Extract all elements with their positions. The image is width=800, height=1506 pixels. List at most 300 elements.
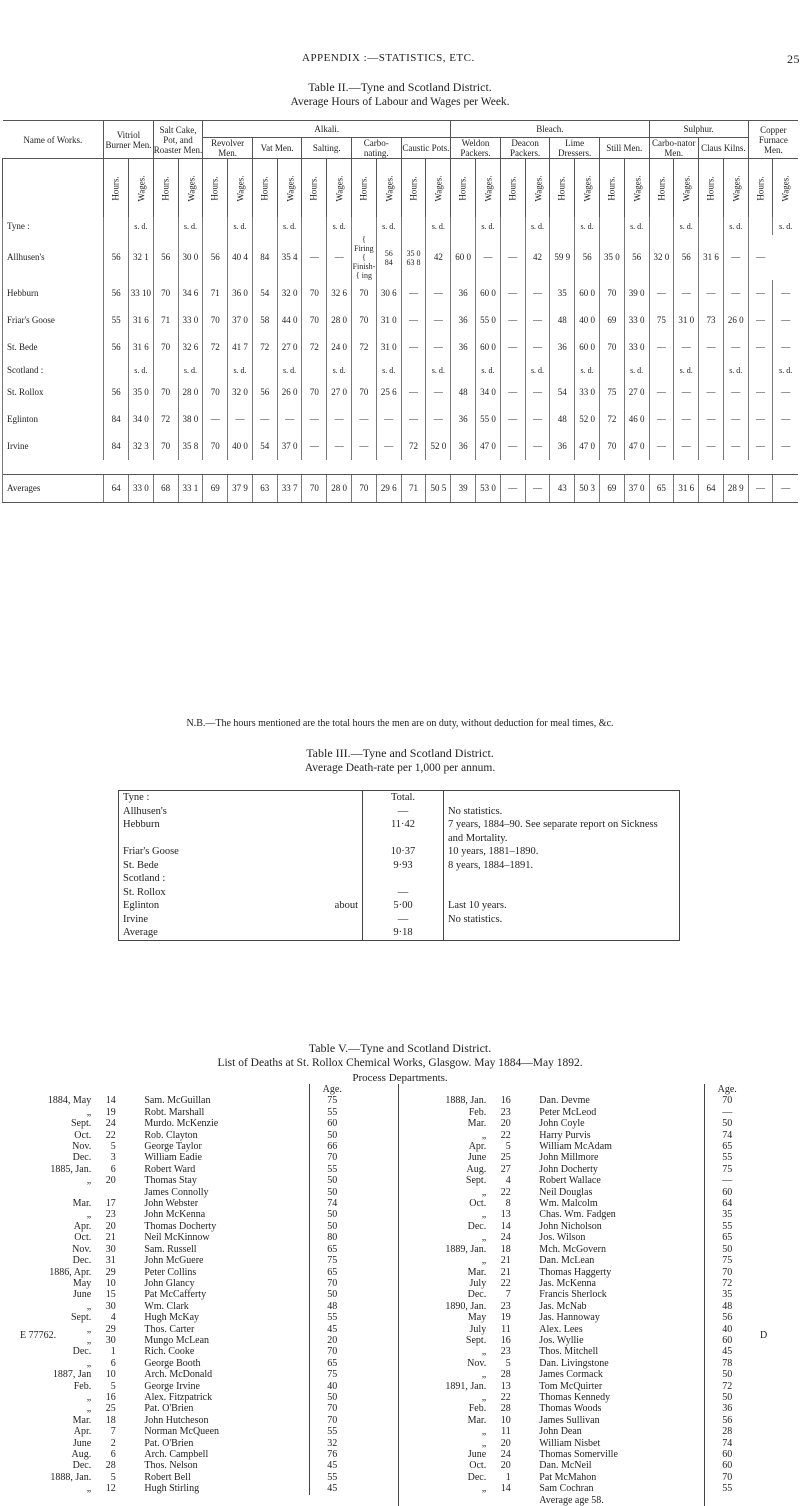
table-row (4, 1358, 794, 1369)
cell: s. d. (674, 361, 699, 379)
cell: 42 (426, 235, 451, 280)
table-row (4, 1141, 794, 1152)
dash (513, 1175, 538, 1186)
spacer (3, 460, 799, 475)
dash (118, 1244, 143, 1255)
name-leader (123, 913, 358, 927)
cell: 33 1 (178, 475, 203, 503)
rotated-label: Hours. (507, 175, 518, 201)
cell: — (228, 406, 253, 433)
person-name: Dan. McLean (539, 1255, 595, 1267)
cell: s. d. (277, 217, 302, 235)
table3-title: Table III.—Tyne and Scotland District. (306, 746, 494, 760)
dash (513, 1209, 538, 1220)
blank (749, 1381, 794, 1392)
age-cell: 55 (705, 1152, 750, 1163)
age-cell: 50 (310, 1221, 355, 1232)
date-month: May (72, 1277, 92, 1289)
date-month: „ (399, 1346, 488, 1357)
cell: — (748, 406, 773, 433)
age-cell: 56 (705, 1415, 750, 1426)
dash (118, 1107, 143, 1118)
age-cell: 80 (310, 1232, 355, 1243)
date-month: July (399, 1278, 488, 1289)
table3 (118, 790, 680, 941)
date-month: „ (86, 1403, 92, 1415)
total-cell: 5·00 (363, 899, 444, 913)
date-month: Mar. (72, 1414, 92, 1426)
page-number: 25 (787, 52, 800, 66)
date-day: 6 (110, 1449, 116, 1460)
blank (354, 1483, 399, 1494)
age-cell: 65 (310, 1358, 355, 1369)
col-copper-furnace: Copper Furnace Men. (748, 121, 798, 159)
dash (513, 1255, 538, 1266)
cell: 41 7 (228, 334, 253, 361)
table-row (4, 1244, 794, 1255)
date-day: 16 (500, 1334, 511, 1346)
cell: — (500, 280, 525, 307)
works-name (119, 818, 363, 845)
age-cell: 70 (705, 1267, 750, 1278)
dash (118, 1324, 143, 1335)
table-row (3, 280, 799, 307)
date-month: Apr. (399, 1141, 488, 1152)
cell: 33 0 (178, 307, 203, 334)
blank (4, 1495, 93, 1506)
cell: 36 0 (228, 280, 253, 307)
dash (513, 1232, 538, 1243)
table-row (4, 1426, 794, 1437)
date-day: 25 (500, 1152, 511, 1164)
blank (488, 1084, 513, 1095)
date-day: 2 (110, 1437, 116, 1449)
dash (118, 1335, 143, 1346)
blank (354, 1107, 399, 1118)
col-sub-header: Carbo-nating. (352, 138, 402, 159)
blank (354, 1267, 399, 1278)
date-month: „ (86, 1323, 92, 1335)
cell: 70 (153, 433, 178, 460)
age-cell: 70 (705, 1095, 750, 1106)
date-month: 1886, Apr. (49, 1266, 92, 1278)
works-name: Scotland : (123, 873, 166, 884)
person-name: Pat. O'Brien (144, 1437, 194, 1449)
cell: — (773, 406, 798, 433)
person-name: Jas. McNab (539, 1300, 587, 1312)
dash (118, 1483, 143, 1494)
cell: 56 (104, 280, 129, 307)
date-day: 21 (500, 1255, 511, 1267)
blank (749, 1335, 794, 1346)
cell: s. d. (426, 217, 451, 235)
table-row (4, 1335, 794, 1346)
date-day: 5 (110, 1471, 116, 1483)
date-day: 1 (505, 1471, 511, 1483)
cell (550, 217, 575, 235)
cell: 34 0 (128, 406, 153, 433)
person-name: Norman McQueen (144, 1426, 220, 1438)
person-name: John McKenna (144, 1209, 206, 1221)
date-day: 20 (500, 1118, 511, 1130)
person-name: Mch. McGovern (539, 1243, 606, 1255)
person-name: John Hutcheson (144, 1414, 209, 1426)
table-row (4, 1267, 794, 1278)
person-name: John Millmore (539, 1152, 599, 1164)
dash (513, 1369, 538, 1380)
date-month: „ (86, 1334, 92, 1346)
blank (749, 1095, 794, 1106)
age-cell: 45 (705, 1346, 750, 1357)
col-sub-header: Lime Dressers. (550, 138, 600, 159)
cell (302, 217, 327, 235)
date-month: Feb. (399, 1107, 488, 1118)
blank (749, 1130, 794, 1141)
works-name-text: Average (123, 927, 158, 938)
age-cell: 70 (310, 1152, 355, 1163)
cell: 84 (104, 433, 129, 460)
blank (93, 1495, 118, 1506)
date-month: 1891, Jan. (399, 1381, 488, 1392)
cell: 50 3 (575, 475, 600, 503)
dash (118, 1164, 143, 1175)
cell: 39 (451, 475, 476, 503)
date-day: 4 (110, 1312, 116, 1324)
date-day: 21 (105, 1232, 116, 1244)
table-row (4, 1209, 794, 1220)
age-cell: 40 (310, 1381, 355, 1392)
cell: 31 6 (128, 307, 153, 334)
cell: s. d. (525, 217, 550, 235)
blank (749, 1209, 794, 1220)
cell: — (327, 235, 352, 280)
table2-subtitle: Average Hours of Labour and Wages per Week. (290, 96, 510, 108)
table-row (3, 475, 799, 503)
date-day (93, 1187, 118, 1198)
cell: — (203, 406, 228, 433)
date-month: June (72, 1437, 92, 1449)
person-name: John Dean (539, 1426, 582, 1438)
date-day: 23 (500, 1106, 511, 1118)
cell: 48 (550, 406, 575, 433)
note-cell: 10 years, 1881–1890. (448, 846, 539, 857)
dash (513, 1267, 538, 1278)
cell: — (748, 433, 773, 460)
cell: 84 (104, 406, 129, 433)
blank (354, 1403, 399, 1414)
date-month: „ (399, 1232, 488, 1243)
cell: — (500, 307, 525, 334)
date-day: 11 (501, 1426, 511, 1438)
cell: 56 (624, 235, 649, 280)
age-cell: 74 (705, 1438, 750, 1449)
date-day: 10 (105, 1277, 116, 1289)
age-cell: 78 (705, 1358, 750, 1369)
table-row (4, 1415, 794, 1426)
cell: 56 (153, 235, 178, 280)
blank (749, 1346, 794, 1357)
cell: 27 0 (277, 334, 302, 361)
col-sub-header: Still Men. (599, 138, 649, 159)
table-row (4, 1392, 794, 1403)
hours-header (550, 159, 575, 218)
blank (749, 1267, 794, 1278)
cell: s. d. (228, 217, 253, 235)
cell: — (500, 235, 525, 280)
cell: 36 (451, 307, 476, 334)
dash (118, 1449, 143, 1460)
dash (513, 1392, 538, 1403)
cell: — (302, 433, 327, 460)
age-cell: 76 (310, 1449, 355, 1460)
cell: 60 0 (476, 280, 501, 307)
dash (513, 1472, 538, 1483)
cell: s. d. (376, 217, 401, 235)
cell: 26 0 (723, 307, 748, 334)
age-cell: 56 (705, 1312, 750, 1323)
cell: 35 4 (277, 235, 302, 280)
dash (513, 1244, 538, 1255)
date-day: 28 (500, 1403, 511, 1415)
name-leader (123, 926, 358, 940)
table-row (4, 1460, 794, 1471)
table-row (4, 1301, 794, 1312)
cell: — (773, 280, 798, 307)
date-day: 12 (105, 1483, 116, 1495)
group-row (3, 217, 799, 235)
table-row (3, 235, 799, 280)
dash (513, 1335, 538, 1346)
cell: — (649, 334, 674, 361)
dash (118, 1175, 143, 1186)
cell: 47 0 (624, 433, 649, 460)
date-day: 14 (500, 1220, 511, 1232)
works-name (119, 886, 363, 900)
cell: — (723, 433, 748, 460)
cell (649, 217, 674, 235)
blank (749, 1175, 794, 1186)
date-day: 23 (500, 1346, 511, 1358)
table-row (3, 406, 799, 433)
dash (513, 1107, 538, 1118)
table-row (4, 1107, 794, 1118)
blank (749, 1392, 794, 1403)
cell: 60 0 (451, 235, 476, 280)
hours-header (252, 159, 277, 218)
blank (354, 1232, 399, 1243)
blank (310, 1495, 355, 1506)
cell: — (401, 307, 426, 334)
cell: s. d. (128, 217, 153, 235)
table3-row (119, 818, 680, 845)
cell: 70 (203, 433, 228, 460)
cell: 70 (599, 334, 624, 361)
cell: — (401, 379, 426, 406)
hours-header (203, 159, 228, 218)
dash (513, 1449, 538, 1460)
table-row (4, 1312, 794, 1323)
cell: 47 0 (476, 433, 501, 460)
cell: 64 (104, 475, 129, 503)
cell: 70 (302, 280, 327, 307)
works-name: Tyne : (123, 792, 150, 803)
rotated-label: Hours. (755, 175, 766, 201)
cell: 71 (153, 307, 178, 334)
date-day: 14 (500, 1483, 511, 1495)
dash (513, 1198, 538, 1209)
person-name: Dan. Devme (539, 1095, 590, 1107)
works-name: Eglinton (3, 406, 104, 433)
age-header: Age. (705, 1084, 750, 1095)
date-month: Aug. (71, 1449, 92, 1460)
cell: — (699, 406, 724, 433)
hours-header (649, 159, 674, 218)
name-leader (123, 859, 358, 873)
dash (513, 1187, 538, 1198)
blank (749, 1198, 794, 1209)
date-month: „ (399, 1369, 488, 1380)
hours-header (302, 159, 327, 218)
date-day: 4 (505, 1175, 511, 1187)
cell: 35 0 (128, 379, 153, 406)
works-name-text: Friar's Goose (123, 846, 179, 857)
age-header: Age. (310, 1084, 355, 1095)
cell (104, 361, 129, 379)
cell: 56 (104, 235, 129, 280)
person-name: Hugh McKay (144, 1312, 200, 1324)
cell (500, 361, 525, 379)
age-cell: 50 (705, 1118, 750, 1129)
cell: — (674, 433, 699, 460)
cell: — (277, 406, 302, 433)
cell: 56 (104, 334, 129, 361)
rotated-label: Hours. (259, 175, 270, 201)
works-name: Friar's Goose (3, 307, 104, 334)
blank (749, 1141, 794, 1152)
cell: 34 6 (178, 280, 203, 307)
date-month: Aug. (399, 1164, 488, 1175)
table3-row (119, 791, 680, 805)
dash (513, 1415, 538, 1426)
blank (749, 1164, 794, 1175)
cell: 33 0 (128, 475, 153, 503)
cell: 30 0 (178, 235, 203, 280)
cell: s. d. (624, 217, 649, 235)
cell (153, 361, 178, 379)
cell: — (476, 235, 501, 280)
table-row (4, 1152, 794, 1163)
age-cell: 65 (310, 1267, 355, 1278)
blank (93, 1084, 118, 1095)
person-name: George Taylor (144, 1141, 202, 1153)
cell: 40 0 (575, 307, 600, 334)
person-name: Sam. McGuillan (144, 1095, 211, 1107)
blank (749, 1107, 794, 1118)
hours-header (748, 159, 773, 218)
blank (749, 1369, 794, 1380)
blank (354, 1255, 399, 1266)
cell: 70 (302, 307, 327, 334)
table3-row (119, 913, 680, 927)
table-row (4, 1346, 794, 1357)
cell: — (674, 334, 699, 361)
date-month: Dec. (399, 1289, 488, 1300)
person-name: Thos. Nelson (144, 1460, 198, 1472)
cell (699, 217, 724, 235)
cell: 43 (550, 475, 575, 503)
cell: — (302, 406, 327, 433)
person-name: Rob. Clayton (144, 1129, 198, 1141)
cell: 32 0 (228, 379, 253, 406)
rotated-label: Hours. (606, 175, 617, 201)
person-name: Tom McQuirter (539, 1380, 603, 1392)
cell: 24 0 (327, 334, 352, 361)
cell: 54 (252, 280, 277, 307)
cell: — (699, 280, 724, 307)
works-name: St. Rollox (3, 379, 104, 406)
dash (118, 1415, 143, 1426)
spacer-row (3, 460, 799, 475)
date-month (4, 1187, 93, 1198)
cell (599, 361, 624, 379)
blank (749, 1426, 794, 1437)
dash (118, 1460, 143, 1471)
cell: — (748, 334, 773, 361)
total-cell: — (363, 913, 444, 927)
cell: s. d. (773, 361, 798, 379)
date-month: June (72, 1289, 92, 1301)
table2 (2, 120, 798, 503)
dash (118, 1392, 143, 1403)
cell: 72 (599, 406, 624, 433)
cell: 70 (352, 307, 377, 334)
table-row (4, 1255, 794, 1266)
person-name: Dan. McNeil (539, 1460, 592, 1472)
hours-header (599, 159, 624, 218)
blank (354, 1449, 399, 1460)
works-name (119, 805, 363, 819)
table2-note: N.B.—The hours mentioned are the total hours the men are on duty, without deduction for meal times, &c. (186, 718, 614, 729)
table3-row (119, 926, 680, 940)
cell: 75 (649, 307, 674, 334)
person-name: Neil Douglas (539, 1186, 593, 1198)
cell: 35 (550, 280, 575, 307)
date-month: „ (86, 1175, 92, 1187)
age-cell: 55 (705, 1483, 750, 1494)
cell: 31 6 (128, 334, 153, 361)
date-day: 3 (110, 1152, 116, 1164)
person-name: Jos. Wilson (539, 1232, 586, 1244)
cell (203, 217, 228, 235)
cell: — (302, 235, 327, 280)
date-day: 14 (105, 1095, 116, 1107)
cell: 26 0 (277, 379, 302, 406)
cell: 56 84 (376, 235, 401, 280)
cell: 68 (153, 475, 178, 503)
person-name: Jas. McKenna (539, 1277, 596, 1289)
rotated-label: Hours. (557, 175, 568, 201)
person-name: Thomas Somerville (539, 1449, 618, 1460)
date-day: 7 (110, 1426, 116, 1438)
rotated-label: Hours. (209, 175, 220, 201)
cell: 32 3 (128, 433, 153, 460)
date-month: June (399, 1152, 488, 1163)
cell (401, 217, 426, 235)
blank (749, 1221, 794, 1232)
table-row (4, 1324, 794, 1335)
person-name: Wm. Malcolm (539, 1198, 598, 1210)
person-name: Thomas Haggerty (539, 1266, 612, 1278)
